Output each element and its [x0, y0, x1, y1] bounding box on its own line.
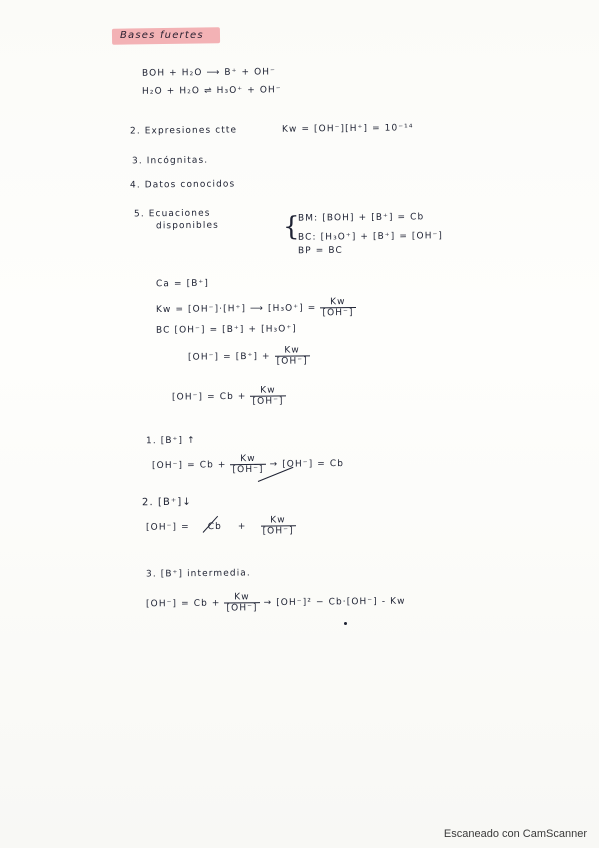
case-2-plus: + [237, 521, 247, 532]
case-3-title: 3. [B⁺] intermedia. [145, 568, 251, 580]
case-3-equation [146, 591, 406, 615]
step-5-label-cont: disponibles [155, 220, 219, 232]
final-equation [172, 385, 286, 407]
case-2-cb: Cb [207, 521, 222, 533]
fraction-denominator: [OH⁻] [250, 395, 285, 406]
reaction-line: H₂O + H₂O ⇌ H₃O⁺ + OH⁻ [141, 85, 282, 97]
fraction-numerator: Kw [240, 453, 256, 465]
fraction [224, 592, 259, 613]
system-equation: BM: [BOH] + [B⁺] = Cb [297, 212, 425, 224]
fraction-denominator: [OH⁻] [224, 602, 259, 613]
ca-line: Ca = [B⁺] [155, 278, 209, 290]
final-equation-text: [OH⁻] = Cb + [171, 391, 247, 403]
case-1-title: 1. [B⁺] ↑ [145, 435, 196, 447]
substitution-text: [OH⁻] = [B⁺] + [187, 351, 271, 363]
step-2-equation: Kw = [OH⁻][H⁺] = 10⁻¹⁴ [281, 123, 414, 135]
fraction [274, 345, 309, 366]
system-brace: { [283, 212, 300, 242]
step-5-label: 5. Ecuaciones [133, 208, 211, 220]
fraction-numerator: Kw [260, 385, 276, 396]
fraction-denominator: [OH⁻] [275, 355, 310, 366]
fraction-numerator: Kw [270, 515, 286, 526]
case-2-title: 2. [B⁺]↓ [141, 496, 192, 509]
case-3-text: [OH⁻] = Cb + [145, 598, 221, 610]
fraction [250, 385, 285, 406]
step-4-label: 4. Datos conocidos [129, 179, 236, 191]
system-equation: BC: [H₃O⁺] + [B⁺] = [OH⁻] [297, 231, 444, 243]
case-1-equation [152, 453, 344, 476]
case-1-result: → [OH⁻] = Cb [269, 458, 345, 470]
fraction-numerator: Kw [234, 592, 250, 603]
scanner-watermark: Escaneado con CamScanner [443, 828, 587, 840]
case-2-equation [146, 515, 296, 538]
fraction [260, 515, 295, 536]
fraction-numerator: Kw [284, 345, 300, 356]
substitution-line [188, 345, 310, 367]
step-2-label: 2. Expresiones ctte [129, 125, 238, 137]
fraction-denominator: [OH⁻] [260, 525, 295, 536]
kw-line-text: Kw = [OH⁻]·[H⁺] ⟶ [H₃O⁺] = [155, 303, 317, 316]
kw-line [156, 297, 356, 320]
case-2-text: [OH⁻] = [145, 522, 190, 533]
ink-dot [344, 622, 347, 625]
fraction-denominator: [OH⁻] [320, 307, 355, 318]
fraction-numerator: Kw [330, 297, 346, 308]
page-title: Bases fuertes [120, 30, 204, 41]
fraction [230, 454, 265, 475]
case-1-text: [OH⁻] = Cb + [151, 460, 227, 472]
fraction-denominator: [OH⁻] [230, 464, 265, 475]
system-equation: BP = BC [297, 245, 343, 257]
fraction [320, 297, 355, 318]
reaction-line: BOH + H₂O ⟶ B⁺ + OH⁻ [141, 67, 277, 79]
bc-line: BC [OH⁻] = [B⁺] + [H₃O⁺] [155, 324, 297, 336]
step-3-label: 3. Incógnitas. [131, 155, 209, 167]
case-3-result: → [OH⁻]² − Cb·[OH⁻] - Kw [263, 596, 406, 609]
